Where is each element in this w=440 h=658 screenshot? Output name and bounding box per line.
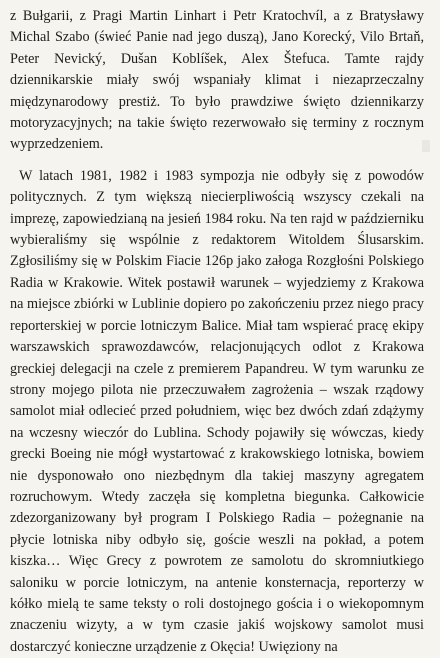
paragraph-1981-1983: W latach 1981, 1982 i 1983 sympozja nie odbyły się z powodów politycznych. Z tym większą niecierpliwością wszyscy czekali na imprezę, zapowiedzianą na jesień 1984 roku. Na ten rajd w październiku wybieraliśmy się wspólnie z redaktorem Witoldem Ślusarskim. Zgłosiliśmy się w Polskim Fiacie 126p jako załoga Rozgłośni Polskiego Radia w Krakowie. Witek postawił warunek – wyjedziemy z Krakowa na miejsce zbiórki w Lublinie dopiero po zakończeniu przez niego pracy reporterskiej w porcie lotniczym Balice. Miał tam wspierać pracę ekipy warszawskich sprawozdawców, relacjonujących odlot z Krakowa greckiej delegacji na czele z premierem Papandreu. W tym warunku ze strony mojego pilota nie przeczuwałem zagrożenia – wszak rządowy samolot miał odlecieć przed południem, więc bez dwóch zdań zdążymy na wczesny wieczór do Lublina. Schody pojawiły się wówczas, kiedy grecki Boeing nie mógł wystartować z krakowskiego lotniska, bowiem nie dysponowało ono niezbędnym dla takiej maszyny agregatem rozruchowym. Wtedy zaczęła się kompletna biegunka. Całkowicie zdezorganizowany był program I Polskiego Radia – pożegnanie na płycie lotniska niby odbyło się, goście weszli na pokład, a potem kiszka… Więc Grecy z powrotem ze samolotu do skromniutkiego saloniku w porcie lotniczym, na antenie konsternacja, reporterzy w kółko mielą te same teksty o roli dostojnego gościa i o wiekopomnym znaczeniu wizyty, a w tym czasie jakiś wojskowy samolot musi dostarczyć konieczne urządzenie z Okęcia! Uwięziony na [10,167,424,655]
paragraph-continued: z Bułgarii, z Pragi Martin Linhart i Petr Kratochvíl, a z Bratysławy Michal Szabo (świeć Panie nad jego duszą), Jano Korecký, Vilo Brtaň, Peter Nevický, Dušan Koblíšek, Alex Štefuca. Tamte rajdy dziennikarskie miały swój wspaniały klimat i niezaprzeczalny międzynarodowy prestiż. To było prawdziwe święto dziennikarzy motoryzacyjnych; na takie święto rezerwowało się terminy z rocznym wyprzedzeniem. [10,8,424,153]
show-through-artifact: ▒ [422,140,431,152]
body-text [10,6,424,658]
